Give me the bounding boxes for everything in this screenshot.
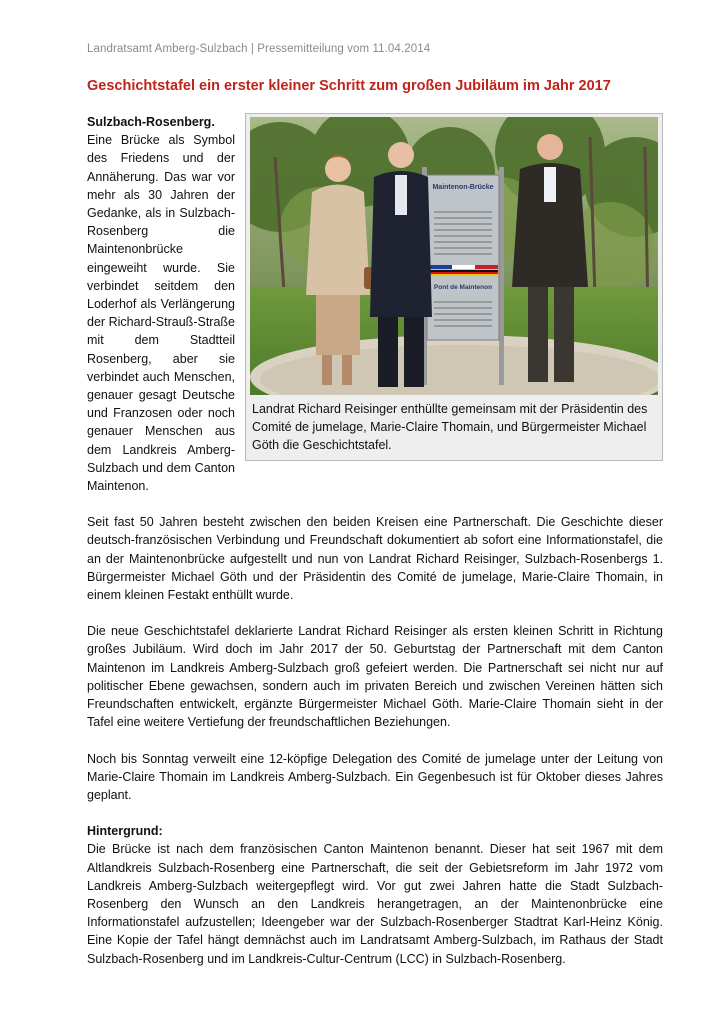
background-heading: Hintergrund: <box>87 824 163 839</box>
paragraph-2: Die neue Geschichtstafel deklarierte Landrat Richard Reisinger als ersten kleinen Schritt in Richtung großes Jubiläum. Wird doch im Jahr 2017 der 50. Geburtstag der Partnerschaft mit dem Canton Maintenon im Landkreis Amberg-Sulzbach groß gefeiert werden. Die Partnerschaft sei nicht nur auf politischer Ebene gewachsen, sondern auch im privaten Bereich und zwischen Vereinen hätten sich Freundschaften entwickelt, ergänzte Bürgermeister Michael Göth. Marie-Claire Thomain sieht in der Tafel eine weitere Vertiefung der freundschaftlichen Beziehungen. <box>87 624 663 730</box>
document-header: Landratsamt Amberg-Sulzbach | Pressemitteilung vom 11.04.2014 <box>87 43 431 55</box>
flag-ribbon <box>428 265 498 276</box>
lead-text: Eine Brücke als Symbol des Friedens und der Annäherung. Das war vor mehr als 30 Jahren der Gedanke, als in Sulzbach-Rosenberg die Maintenonbrücke eingeweiht wurde. Sie verbindet seitdem den Loderhof als Verlängerung der Richard-Strauß-Straße mit dem Stadtteil Rosenberg, aber sie verbindet auch Menschen, genauer gesagt Deutsche und Franzosen oder noch genauer Menschen aus dem Landkreis Amberg-Sulzbach und dem Canton Maintenon. <box>87 133 235 494</box>
photo-caption: Landrat Richard Reisinger enthüllte gemeinsam mit der Präsidentin des Comité de jumelage, Marie-Claire Thomain, und Bürgermeister Michael Göth die Geschichtstafel. <box>252 402 648 453</box>
photo-figure <box>245 113 663 461</box>
paragraph-3: Noch bis Sonntag verweilt eine 12-köpfige Delegation des Comité de jumelage unter der Leitung von Marie-Claire Thomain im Landkreis Amberg-Sulzbach. Ein Gegenbesuch ist für Oktober dieses Jahres geplant. <box>87 751 663 802</box>
dateline: Sulzbach-Rosenberg. <box>87 115 215 129</box>
page-title: Geschichtstafel ein erster kleiner Schritt zum großen Jubiläum im Jahr 2017 <box>87 78 611 94</box>
paragraph-1: Seit fast 50 Jahren besteht zwischen den beiden Kreisen eine Partnerschaft. Die Geschichte dieser deutsch-französischen Verbindung und Freundschaft dokumentiert ab sofort eine Informationstafel, die an der Maintenonbrücke aufgestellt und nun von Landrat Richard Reisinger, Sulzbach-Rosenbergs 1. Bürgermeister Michael Göth und der Präsidentin des Comité de jumelage, Marie-Claire Thomain, in einem kleinen Festakt enthüllt wurde. <box>87 515 663 603</box>
background-text: Die Brücke ist nach dem französischen Canton Maintenon benannt. Dieser hat seit 1967 mit dem Altlandkreis Sulzbach-Rosenberg eine Partnerschaft, die seit der Gebietsreform im Jahr 1972 vom Landkreis Amberg-Sulzbach weitergepflegt wird. Vor gut zwei Jahren hatte die Stadt Sulzbach-Rosenberg den Wunsch an den Landkreis herangetragen, an der Maintenonbrücke eine Informationstafel aufzustellen; Ideengeber war der Sulzbach-Rosenberger Stadtrat Karl-Heinz König. Eine Kopie der Tafel hängt demnächst auch im Landratsamt Amberg-Sulzbach, im Rathaus der Stadt Sulzbach-Rosenberg und im Landkreis-Cultur-Centrum (LCC) in Sulzbach-Rosenberg. <box>87 842 663 966</box>
event-photo <box>250 117 658 395</box>
sign-title: Maintenon-Brücke <box>432 184 494 191</box>
article-body <box>87 113 663 968</box>
sign-title-2: Pont de Maintenon <box>433 284 493 291</box>
